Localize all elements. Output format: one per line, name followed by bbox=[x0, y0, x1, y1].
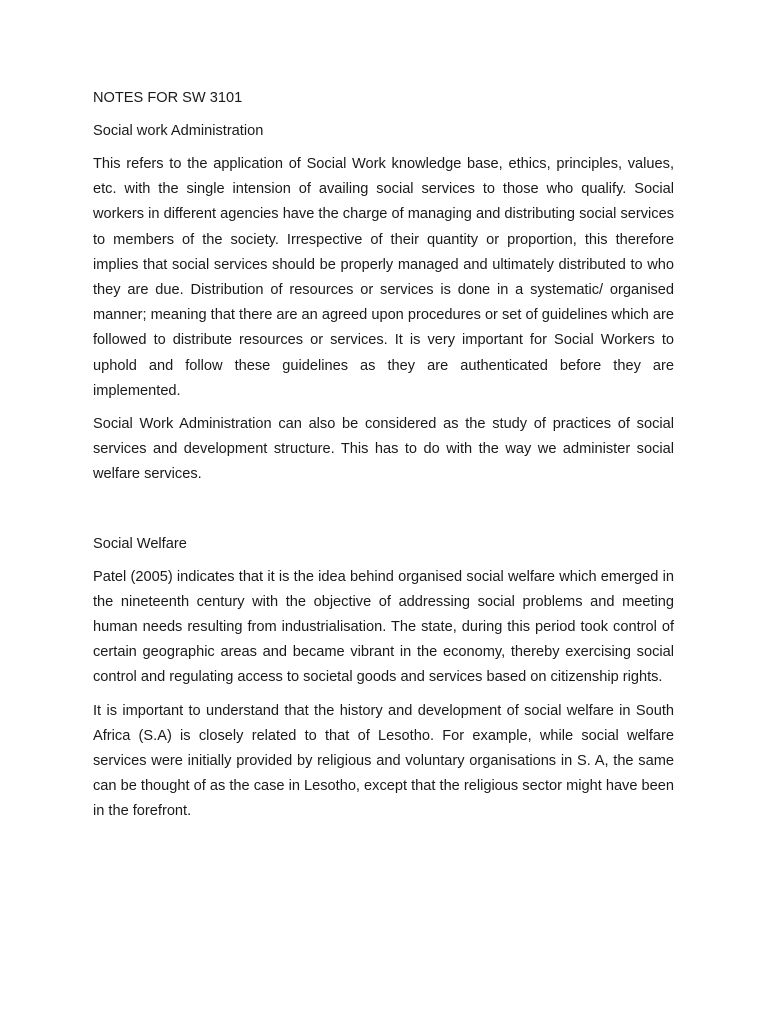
section-spacer bbox=[93, 496, 674, 532]
document-page bbox=[93, 86, 674, 833]
document-title: NOTES FOR SW 3101 bbox=[93, 90, 243, 106]
paragraph-definition: This refers to the application of Social Work knowledge base, ethics, principles, values, etc. with the single intension of availing social services to those who qualify. Social workers in different agencies have the charge of managing and distributing social services to members of the society. Irrespective of their quantity or proportion, this therefore implies that social services should be properly managed and ultimately distributed to who they are due. Distribution of resources or services is done in a systematic/ organised manner; meaning that there are an agreed upon procedures or set of guidelines which are followed to distribute resources or services. It is very important for Social Workers to uphold and follow these guidelines as they are authenticated before they are implemented. bbox=[93, 156, 674, 399]
section-heading-social-work-administration: Social work Administration bbox=[93, 123, 264, 139]
paragraph-study-of-practices: Social Work Administration can also be considered as the study of practices of social services and development structure. This has to do with the way we administer social welfare services. bbox=[93, 416, 674, 483]
paragraph-south-africa-lesotho: It is important to understand that the history and development of social welfare in South Africa (S.A) is closely related to that of Lesotho. For example, while social welfare services were initially provided by religious and voluntary organisations in S. A, the same can be thought of as the case in Lesotho, except that the religious sector might have been in the forefront. bbox=[93, 702, 674, 820]
section-heading-social-welfare: Social Welfare bbox=[93, 535, 187, 552]
paragraph-patel: Patel (2005) indicates that it is the idea behind organised social welfare which emerged in the nineteenth century with the objective of addressing social problems and meeting human needs resulting from industrialisation. The state, during this period took control of certain geographic areas and became vibrant in the economy, thereby exercising social control and regulating access to societal goods and services based on citizenship rights. bbox=[93, 568, 674, 686]
